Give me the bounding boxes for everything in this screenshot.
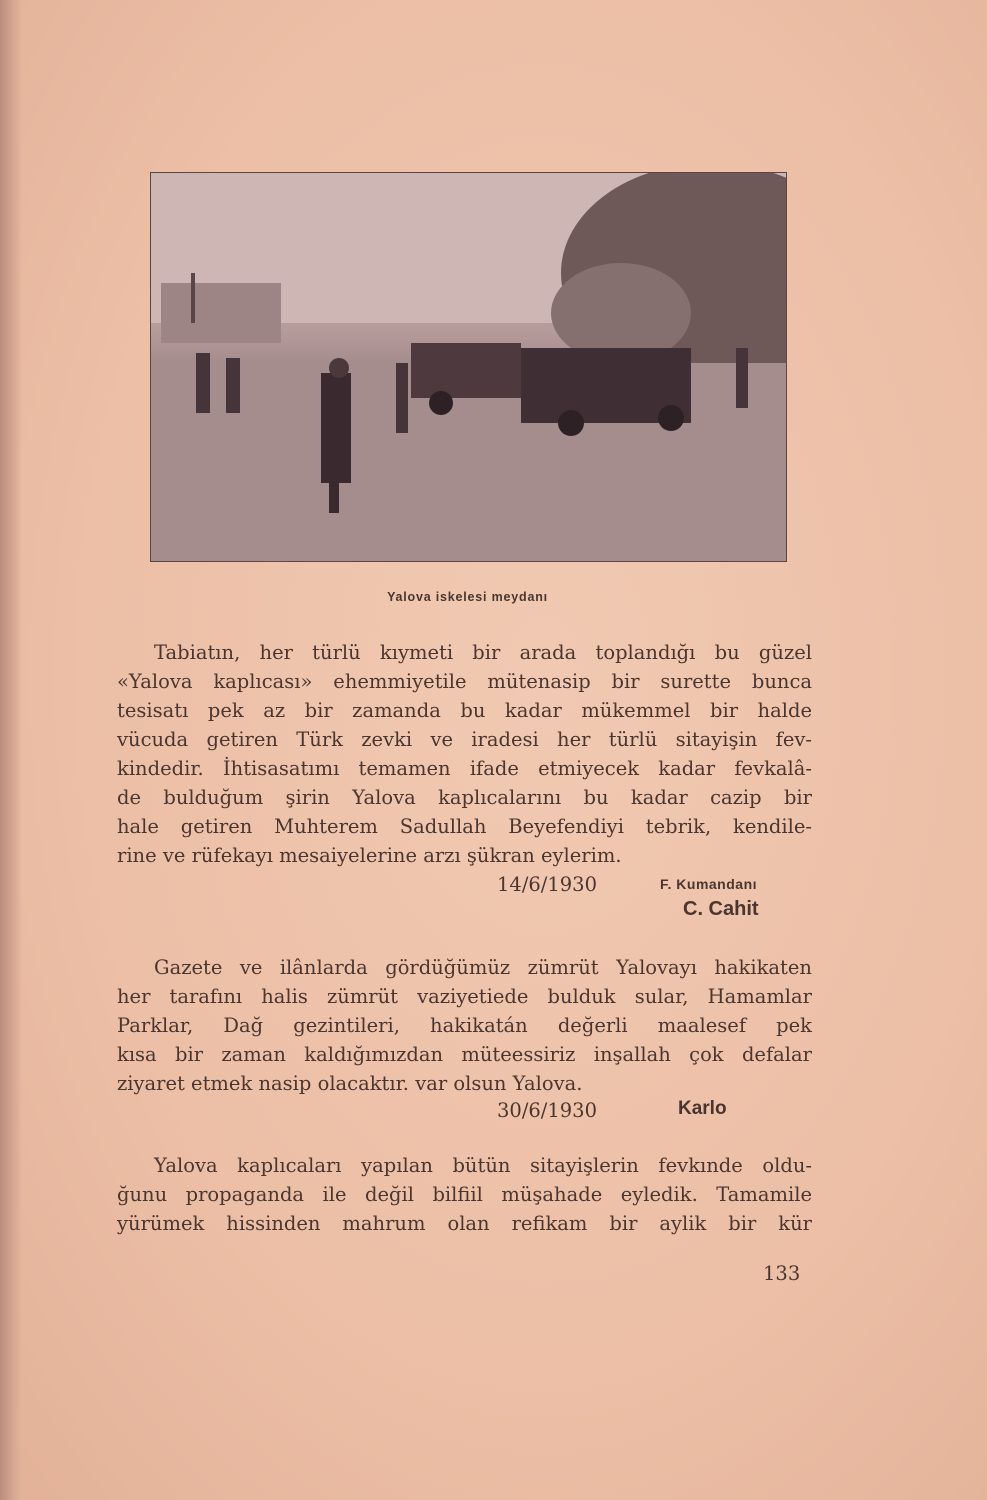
book-gutter-shadow [0, 0, 22, 1500]
text-line: ğunu propaganda ile değil bilfiil müşahade eyledik. Tamamile [117, 1183, 812, 1206]
entry-1-paragraph [117, 638, 812, 870]
page-number: 133 [763, 1262, 801, 1285]
text-line: vücuda getiren Türk zevki ve iradesi her türlü sitayişin fev- [117, 728, 812, 751]
photo-caption: Yalova iskelesi meydanı [387, 590, 548, 604]
text-line: hale getiren Muhterem Sadullah Beyefendiyi tebrik, kendile- [117, 815, 812, 838]
text-line: rine ve rüfekayı mesaiyelerine arzı şükran eylerim. [117, 844, 622, 867]
entry-1-signature-title: F. Kumandanı [660, 876, 758, 892]
text-line: «Yalova kaplıcası» ehemmiyetile mütenasip bir surette bunca [117, 670, 812, 693]
text-line: her tarafını halis zümrüt vaziyetiede bulduk sular, Hamamlar [117, 985, 812, 1008]
text-line: Parklar, Dağ gezintileri, hakikatán değerli maalesef pek [117, 1014, 812, 1037]
entry-1-date: 14/6/1930 [497, 873, 597, 896]
entry-1-signature-name: C. Cahit [683, 898, 759, 920]
text-line: tesisatı pek az bir zamanda bu kadar mükemmel bir halde [117, 699, 812, 722]
photo-illustration [151, 173, 786, 561]
entry-2-paragraph [117, 953, 812, 1098]
text-line: ziyaret etmek nasip olacaktır. var olsun Yalova. [117, 1072, 583, 1095]
text-line: Tabiatın, her türlü kıymeti bir arada toplandığı bu güzel [154, 641, 812, 664]
entry-2-signature-name: Karlo [678, 1098, 727, 1119]
text-line: yürümek hissinden mahrum olan refikam bir aylik bir kür [117, 1212, 812, 1235]
text-line: Yalova kaplıcaları yapılan bütün sitayişlerin fevkınde oldu- [154, 1154, 812, 1177]
text-line: kısa bir zaman kaldığımızdan müteessiriz inşallah çok defalar [117, 1043, 812, 1066]
entry-3-paragraph [117, 1151, 812, 1238]
text-line: kindedir. İhtisasatımı temamen ifade etmiyecek kadar fevkalâ- [117, 757, 812, 780]
text-line: Gazete ve ilânlarda gördüğümüz zümrüt Yalovayı hakikaten [154, 956, 812, 979]
text-line: de bulduğum şirin Yalova kaplıcalarını bu kadar cazip bir [117, 786, 812, 809]
photo-yalova-pier-square [150, 172, 787, 562]
entry-2-date: 30/6/1930 [497, 1099, 597, 1122]
